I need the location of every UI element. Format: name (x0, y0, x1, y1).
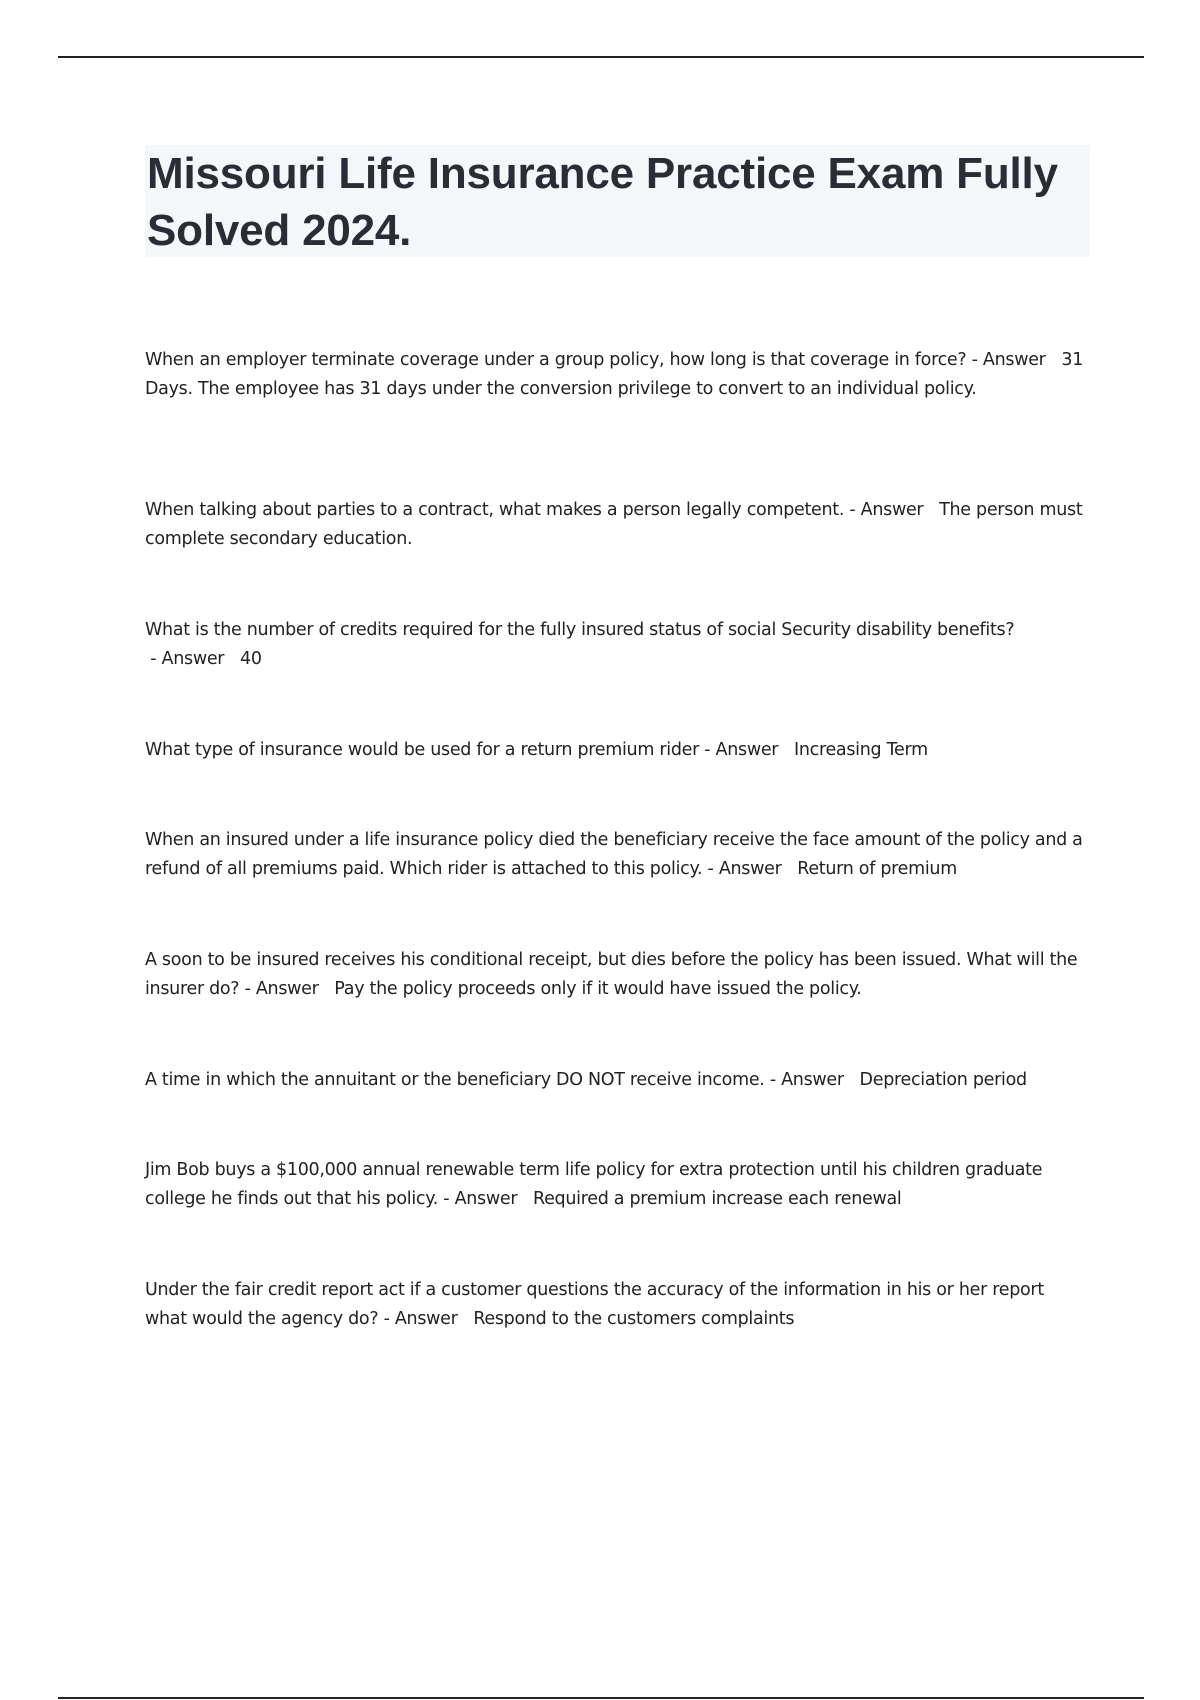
answer-text: The person must complete secondary education. (145, 500, 1083, 549)
document-title: Missouri Life Insurance Practice Exam Fully Solved 2024. (147, 149, 1058, 255)
question-text: A time in which the annuitant or the beneficiary DO NOT receive income. (145, 1070, 765, 1090)
answer-text: Required a premium increase each renewal (533, 1189, 902, 1209)
question-text: What type of insurance would be used for a return premium rider (145, 740, 699, 760)
answer-separator: - Answer (378, 1309, 474, 1329)
qa-item-2 (145, 496, 1090, 554)
answer-text: Depreciation period (859, 1070, 1027, 1090)
answer-separator: - Answer (966, 350, 1062, 370)
question-text: When talking about parties to a contract, what makes a person legally competent. (145, 500, 845, 520)
answer-separator: - Answer (844, 500, 940, 520)
answer-separator: - Answer (699, 740, 794, 760)
qa-item-6 (145, 946, 1090, 1004)
question-text: Jim Bob buys a $100,000 annual renewable term life policy for extra protection until his children graduate college he finds out that his policy. (145, 1160, 1043, 1209)
page-top-rule (58, 56, 1144, 58)
answer-text: Respond to the customers complaints (473, 1309, 795, 1329)
qa-item-7 (145, 1066, 1090, 1095)
qa-item-1 (145, 346, 1090, 404)
answer-text: Increasing Term (793, 740, 928, 760)
answer-text: 31 Days. The employee has 31 days under the conversion privilege to convert to an individual policy. (145, 350, 1084, 399)
answer-text: 40 (239, 649, 262, 669)
qa-item-3 (145, 616, 1090, 674)
question-text: What is the number of credits required for the fully insured status of social Security disability benefits? (145, 620, 1015, 640)
question-text: When an insured under a life insurance policy died the beneficiary receive the face amount of the policy and a refund of all premiums paid. Which rider is attached to this policy. (145, 830, 1083, 879)
question-text: A soon to be insured receives his conditional receipt, but dies before the policy has been issued. What will the insurer do? (145, 950, 1078, 999)
answer-text: Pay the policy proceeds only if it would have issued the policy. (334, 979, 862, 999)
answer-separator: - Answer (764, 1070, 860, 1090)
answer-separator: - Answer (145, 649, 240, 669)
qa-item-5 (145, 826, 1090, 884)
question-text: When an employer terminate coverage under a group policy, how long is that coverage in force? (145, 350, 967, 370)
qa-item-9 (145, 1276, 1090, 1334)
answer-text: Return of premium (797, 859, 957, 879)
qa-item-8 (145, 1156, 1090, 1214)
answer-separator: - Answer (239, 979, 335, 999)
answer-separator: - Answer (702, 859, 798, 879)
question-text: Under the fair credit report act if a customer questions the accuracy of the information in his or her report what would the agency do? (145, 1280, 1044, 1329)
qa-item-4 (145, 736, 1090, 765)
page-bottom-rule (58, 1697, 1144, 1699)
answer-separator: - Answer (438, 1189, 534, 1209)
